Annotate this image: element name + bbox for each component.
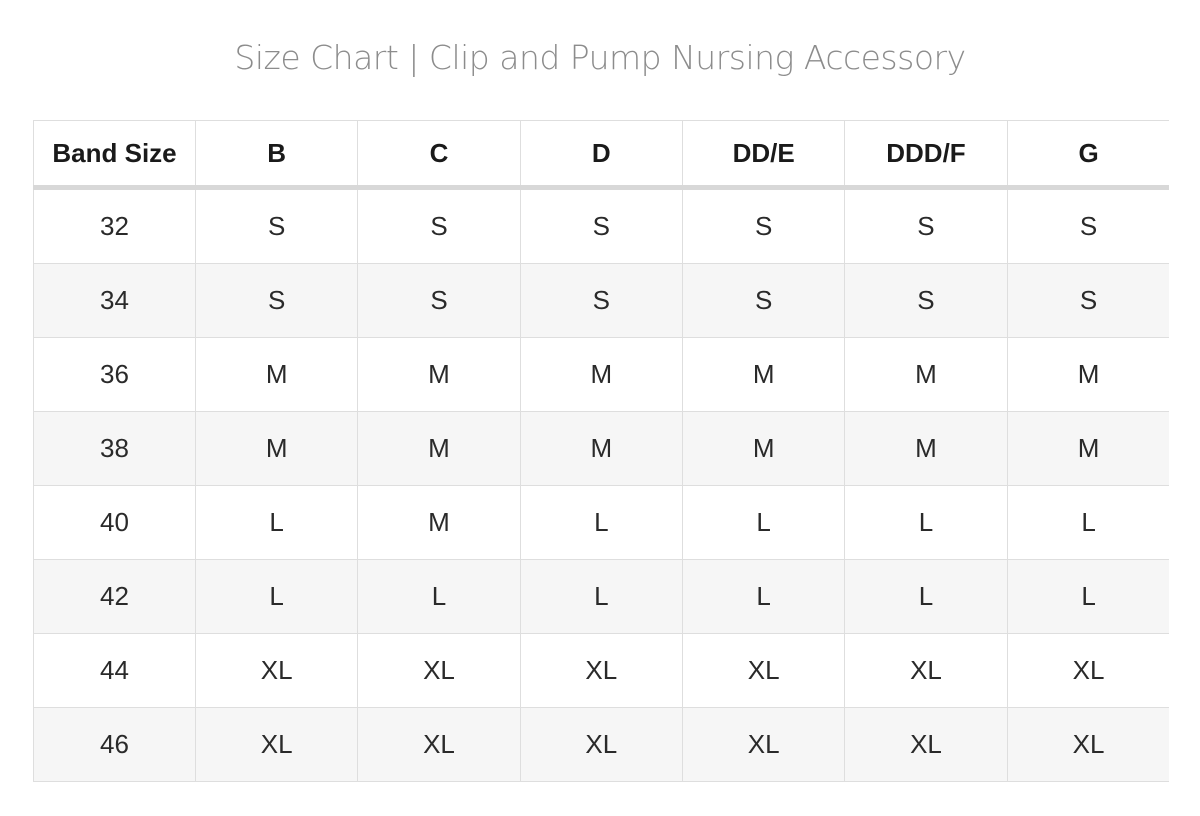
- size-cell: L: [682, 560, 844, 634]
- size-cell: M: [358, 338, 520, 412]
- table-row: [34, 188, 1170, 264]
- table-row: [34, 486, 1170, 560]
- size-cell: S: [1007, 264, 1169, 338]
- band-size-cell: 34: [34, 264, 196, 338]
- size-cell: M: [1007, 412, 1169, 486]
- size-cell: XL: [845, 708, 1007, 782]
- size-cell: M: [196, 412, 358, 486]
- column-header-g: G: [1007, 121, 1169, 188]
- size-cell: L: [196, 486, 358, 560]
- size-cell: S: [845, 188, 1007, 264]
- size-cell: XL: [196, 634, 358, 708]
- size-cell: M: [1007, 338, 1169, 412]
- column-header-ddd-f: DDD/F: [845, 121, 1007, 188]
- size-cell: S: [845, 264, 1007, 338]
- size-cell: M: [520, 412, 682, 486]
- size-cell: L: [520, 560, 682, 634]
- size-cell: S: [196, 264, 358, 338]
- size-cell: XL: [196, 708, 358, 782]
- column-header-d: D: [520, 121, 682, 188]
- size-cell: S: [682, 188, 844, 264]
- size-cell: L: [1007, 560, 1169, 634]
- size-cell: XL: [1007, 708, 1169, 782]
- size-cell: M: [682, 338, 844, 412]
- size-cell: XL: [682, 708, 844, 782]
- size-cell: S: [358, 188, 520, 264]
- size-cell: S: [196, 188, 358, 264]
- size-cell: XL: [845, 634, 1007, 708]
- table-row: [34, 264, 1170, 338]
- column-header-b: B: [196, 121, 358, 188]
- size-cell: S: [358, 264, 520, 338]
- size-cell: M: [520, 338, 682, 412]
- size-cell: XL: [358, 634, 520, 708]
- band-size-cell: 44: [34, 634, 196, 708]
- header-row: [34, 121, 1170, 188]
- table-row: [34, 708, 1170, 782]
- size-cell: S: [520, 188, 682, 264]
- size-cell: L: [1007, 486, 1169, 560]
- table-row: [34, 634, 1170, 708]
- size-cell: S: [520, 264, 682, 338]
- band-size-cell: 38: [34, 412, 196, 486]
- size-cell: M: [845, 338, 1007, 412]
- size-cell: L: [845, 560, 1007, 634]
- size-cell: XL: [520, 708, 682, 782]
- column-header-c: C: [358, 121, 520, 188]
- size-cell: XL: [1007, 634, 1169, 708]
- size-cell: XL: [358, 708, 520, 782]
- size-cell: L: [196, 560, 358, 634]
- size-cell: L: [845, 486, 1007, 560]
- page-title: Size Chart | Clip and Pump Nursing Accessory: [234, 38, 966, 77]
- size-cell: M: [358, 412, 520, 486]
- band-size-cell: 46: [34, 708, 196, 782]
- size-cell: M: [358, 486, 520, 560]
- size-cell: L: [682, 486, 844, 560]
- table-row: [34, 412, 1170, 486]
- table-row: [34, 560, 1170, 634]
- band-size-cell: 36: [34, 338, 196, 412]
- size-cell: M: [196, 338, 358, 412]
- size-cell: M: [845, 412, 1007, 486]
- band-size-cell: 40: [34, 486, 196, 560]
- size-cell: L: [520, 486, 682, 560]
- column-header-dd-e: DD/E: [682, 121, 844, 188]
- size-cell: S: [1007, 188, 1169, 264]
- size-cell: XL: [682, 634, 844, 708]
- size-cell: S: [682, 264, 844, 338]
- size-cell: L: [358, 560, 520, 634]
- size-cell: M: [682, 412, 844, 486]
- column-header-band-size: Band Size: [34, 121, 196, 188]
- table-row: [34, 338, 1170, 412]
- band-size-cell: 42: [34, 560, 196, 634]
- size-cell: XL: [520, 634, 682, 708]
- size-chart-table: [33, 120, 1169, 782]
- band-size-cell: 32: [34, 188, 196, 264]
